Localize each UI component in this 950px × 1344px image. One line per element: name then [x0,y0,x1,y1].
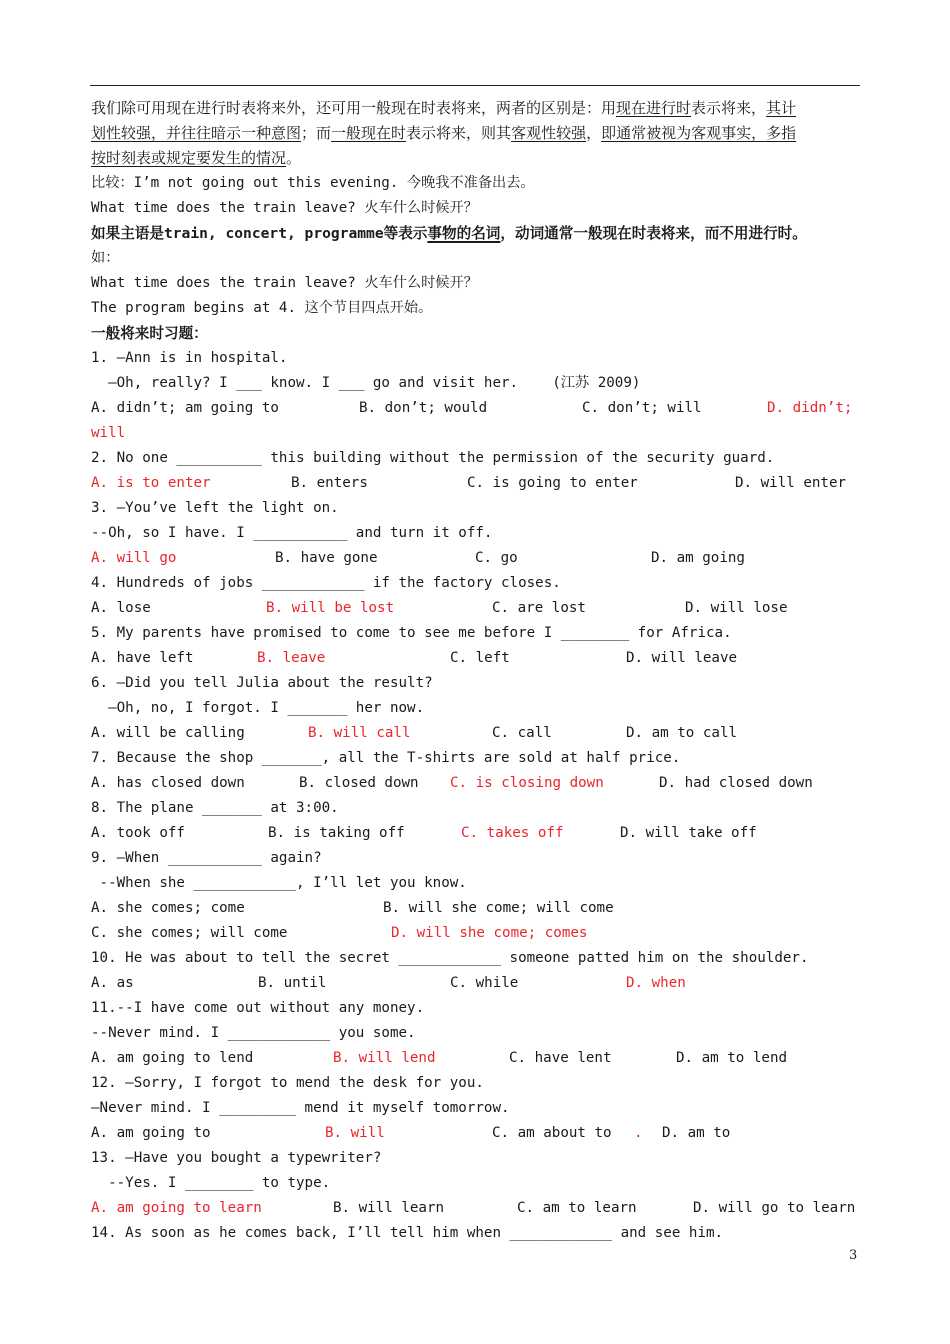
question-9-dialogue: --When she ____________, I’ll let you know. [91,875,467,891]
option-d: D. will go to learn [693,1200,856,1216]
question-9-options-ab [91,896,861,921]
option-a: A. she comes; come [91,900,245,916]
option-c: C. am to learn [517,1200,637,1216]
option-c: C. go [475,550,518,566]
question-6-options [91,721,861,746]
option-b-answer: B. will be lost [266,600,395,616]
option-a-answer: A. is to enter [91,475,211,491]
option-d: D. will lose [685,600,788,616]
question-7-options [91,771,861,796]
option-a: A. has closed down [91,775,245,791]
option-b: B. will learn [333,1200,445,1216]
intro-underlined: 一般现在时 [331,124,407,142]
question-12-options [91,1121,861,1146]
question-6-dialogue: —Oh, no, I forgot. I _______ her now. [91,700,425,716]
option-c: C. are lost [492,600,586,616]
question-3-options [91,546,861,571]
intro-underlined: 按时刻表或规定要发生的情况 [91,149,287,167]
question-8-stem: 8. The plane _______ at 3:00. [91,800,339,816]
option-c: C. she comes; will come [91,925,288,941]
option-b: B. is taking off [268,825,405,841]
rule-bold-line [91,221,861,246]
intro-underlined: 客观性较强 [511,124,587,142]
option-a: A. took off [91,825,185,841]
question-9-stem: 9. –When ___________ again? [91,850,322,866]
question-1-options [91,396,861,421]
option-d: D. will take off [620,825,757,841]
intro-text: 。 [286,149,302,167]
option-c: C. call [492,725,552,741]
option-a: A. have left [91,650,194,666]
option-c-answer: C. is closing down [450,775,604,791]
option-a-answer: A. am going to learn [91,1200,262,1216]
option-c: C. am about to [492,1125,612,1141]
question-1-stem: 1. —Ann is in hospital. [91,350,288,366]
option-a: A. as [91,975,134,991]
option-c-answer: C. takes off [461,825,564,841]
question-5-options [91,646,861,671]
option-b-answer: B. leave [257,650,326,666]
option-a: A. didn’t; am going to [91,400,279,416]
rule-underlined: 事物的名词 [427,225,501,242]
question-14-stem: 14. As soon as he comes back, I’ll tell him when ____________ and see him. [91,1225,724,1241]
option-d-answer: D. when [626,975,686,991]
question-4-stem: 4. Hundreds of jobs ____________ if the factory closes. [91,575,561,591]
question-2-options [91,471,861,496]
option-b-answer: B. will [325,1125,385,1141]
intro-underlined: 现在进行时 [616,99,692,117]
question-13-dialogue: --Yes. I ________ to type. [91,1175,331,1191]
rule-text: 如果主语是train, concert, programme等表示 [91,225,428,242]
question-9-options-cd [91,921,861,946]
question-12-dialogue: —Never mind. I _________ mend it myself tomorrow. [91,1100,510,1116]
option-d: D. will leave [626,650,738,666]
option-a: A. will be calling [91,725,245,741]
question-3-dialogue: --Oh, so I have. I ___________ and turn it off. [91,525,493,541]
option-b: B. until [258,975,327,991]
option-c: C. is going to enter [467,475,638,491]
intro-text: ， [586,124,602,142]
intro-underlined: 划性较强，并往往暗示一种意图 [91,124,302,142]
question-13-options [91,1196,861,1221]
intro-text: ；而 [301,124,332,142]
question-6-stem: 6. —Did you tell Julia about the result? [91,675,433,691]
option-b-answer: B. will lend [333,1050,436,1066]
example-line-1: What time does the train leave? 火车什么时候开？ [91,275,478,291]
question-1-option-d-wrap: will [91,425,126,441]
option-c: C. while [450,975,519,991]
option-a: A. am going to [91,1125,211,1141]
option-b: B. will she come; will come [383,900,614,916]
option-d: D. will enter [735,475,847,491]
document-body [91,96,861,1246]
example-line-2: The program begins at 4. 这个节目四点开始。 [91,300,433,316]
question-8-options [91,821,861,846]
option-d: D. had closed down [659,775,813,791]
question-1-dialogue: —Oh, really? I ___ know. I ___ go and visit her. (江苏 2009) [91,375,641,391]
option-b-answer: B. will call [308,725,411,741]
option-b: B. have gone [275,550,378,566]
question-7-stem: 7. Because the shop _______, all the T-shirts are sold at half price. [91,750,681,766]
question-4-options [91,596,861,621]
intro-text: 表示将来， [691,99,767,117]
compare-line-1: 比较：I’m not going out this evening. 今晚我不准备出去。 [91,175,535,191]
question-5-stem: 5. My parents have promised to come to see me before I ________ for Africa. [91,625,732,641]
intro-line-2 [91,121,861,146]
option-a: A. am going to lend [91,1050,254,1066]
rule-text: ，动词通常一般现在时表将来，而不用进行时。 [500,225,807,242]
option-d: D. am to [662,1125,731,1141]
intro-text: 我们除可用现在进行时表将来外，还可用一般现在时表将来，两者的区别是：用 [91,99,617,117]
question-10-options [91,971,861,996]
option-c: C. don’t; will [582,400,702,416]
question-13-stem: 13. –Have you bought a typewriter? [91,1150,382,1166]
option-d-answer: D. didn’t; [767,400,853,416]
option-b: B. closed down [299,775,419,791]
intro-underlined: 其计 [766,99,797,117]
header-rule [90,85,860,86]
option-b: B. don’t; would [359,400,488,416]
option-a-answer: A. will go [91,550,177,566]
option-d: D. am to call [626,725,738,741]
question-11-options [91,1046,861,1071]
option-d: D. am going [651,550,745,566]
example-label: 如： [91,250,120,266]
option-b: B. enters [291,475,368,491]
option-d: D. am to lend [676,1050,788,1066]
question-10-stem: 10. He was about to tell the secret ____________ someone patted him on the shoulder. [91,950,809,966]
compare-line-2: What time does the train leave? 火车什么时候开？ [91,200,478,216]
option-a: A. lose [91,600,151,616]
question-12-stem: 12. –Sorry, I forgot to mend the desk for you. [91,1075,484,1091]
question-11-stem: 11.--I have come out without any money. [91,1000,425,1016]
option-c: C. have lent [509,1050,612,1066]
option-c: C. left [450,650,510,666]
section-title: 一般将来时习题： [91,325,208,342]
intro-line-3 [91,146,861,171]
intro-text: 表示将来，则其 [406,124,512,142]
page-number: 3 [849,1248,858,1263]
intro-line-1 [91,96,861,121]
stray-mark: . [634,1125,643,1141]
question-3-stem: 3. –You’ve left the light on. [91,500,339,516]
option-d-answer: D. will she come; comes [391,925,588,941]
question-11-dialogue: --Never mind. I ____________ you some. [91,1025,416,1041]
intro-underlined: 即通常被视为客观事实，多指 [601,124,797,142]
question-2-stem: 2. No one __________ this building without the permission of the security guard. [91,450,775,466]
